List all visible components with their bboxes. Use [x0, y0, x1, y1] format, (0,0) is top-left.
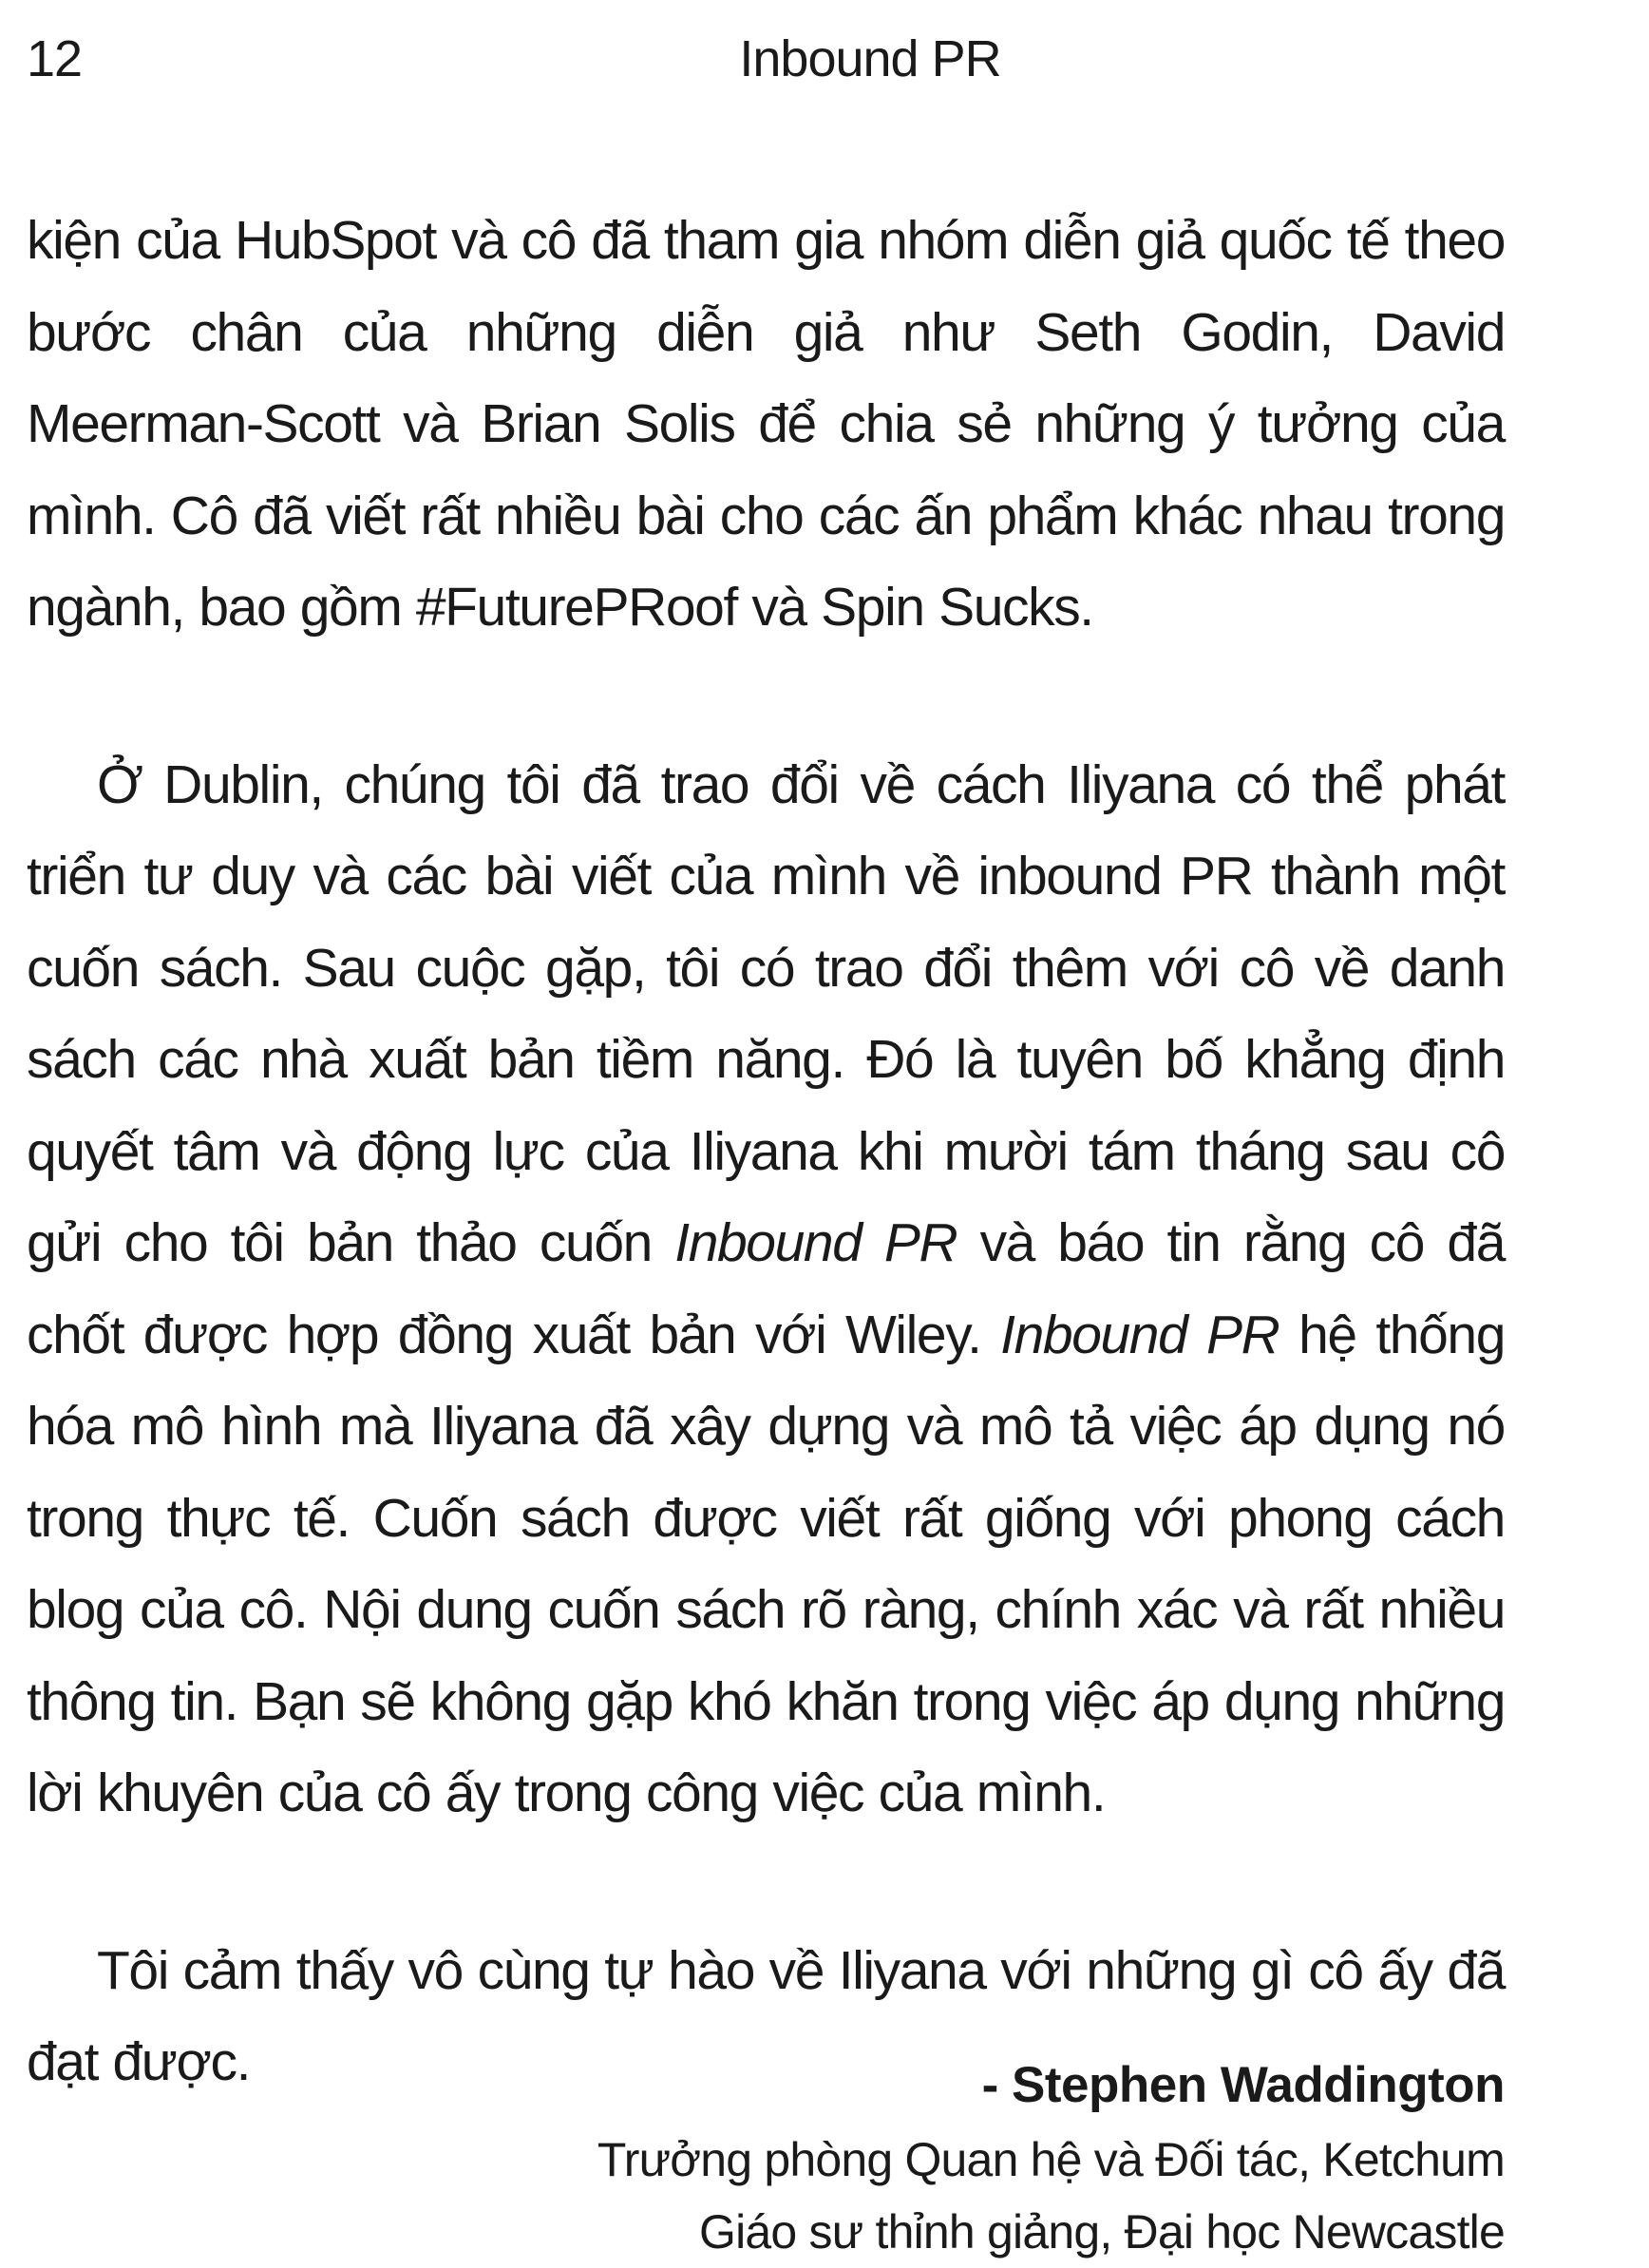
paragraph-1: kiện của HubSpot và cô đã tham gia nhóm diễn giả quốc tế theo bước chân của những diễn giả như Seth Godin, David Meerman-Scott và Brian Solis để chia sẻ những ý tưởng của mình. Cô đã viết rất nhiều bài cho các ấn phẩm khác nhau trong ngành, bao gồm #FuturePRoof và Spin Sucks.: [27, 210, 1505, 638]
paragraph-2-text-b: và báo tin rằng cô đã chốt được hợp đồng xuất bản với Wiley.: [27, 1212, 1506, 1365]
body-text: [27, 195, 1505, 2108]
author-title: Trưởng phòng Quan hệ và Đối tác, Ketchum: [597, 2133, 1505, 2186]
page-header: [27, 21, 1505, 97]
page-number: 12: [27, 30, 83, 87]
book-title-emphasis: Inbound PR: [1000, 1304, 1279, 1365]
paragraph-2-text-a: Ở Dublin, chúng tôi đã trao đổi về cách Iliyana có thể phát triển tư duy và các bài viết của mình về inbound PR thành một cuốn sách. Sau cuộc gặp, tôi có trao đổi thêm với cô về danh sách các nhà xuất bản tiềm năng. Đó là tuyên bố khẳng định quyết tâm và động lực của Iliyana khi mười tám tháng sau cô gửi cho tôi bản thảo cuốn: [27, 753, 1505, 1273]
paragraph-2-text-c: hệ thống hóa mô hình mà Iliyana đã xây dựng và mô tả việc áp dụng nó trong thực tế. Cuốn sách được viết rất giống với phong cách blog của cô. Nội dung cuốn sách rõ ràng, chính xác và rất nhiều thông tin. Bạn sẽ không gặp khó khăn trong việc áp dụng những lời khuyên của cô ấy trong công việc của mình.: [27, 1304, 1505, 1823]
running-title: Inbound PR: [739, 30, 1001, 87]
author-name: - Stephen Waddington: [981, 2057, 1505, 2113]
paragraph-2: [27, 739, 1505, 1839]
book-title-emphasis: Inbound PR: [674, 1212, 957, 1273]
signature-block: [597, 2048, 1505, 2268]
author-affiliation: Giáo sư thỉnh giảng, Đại học Newcastle: [699, 2205, 1505, 2258]
paragraph-3: Tôi cảm thấy vô cùng tự hào về Iliyana với những gì cô ấy đã đạt được.: [27, 1939, 1505, 2092]
